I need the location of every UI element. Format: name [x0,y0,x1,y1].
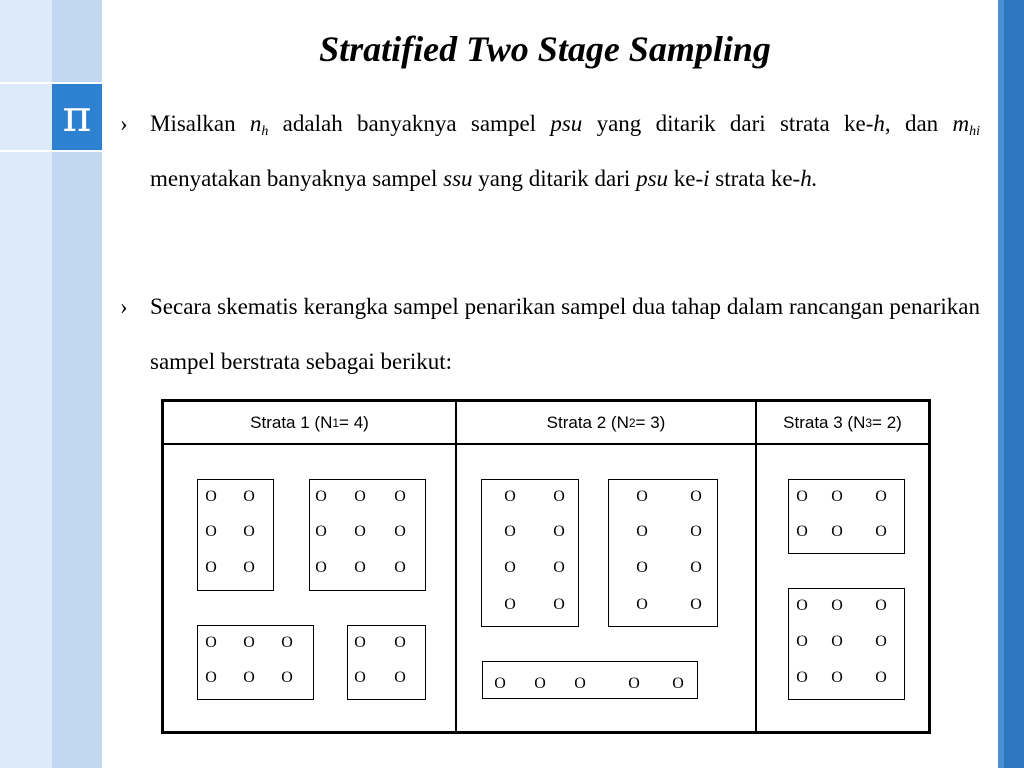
bullet-definition [120,96,980,206]
right-decor-bar [1004,0,1024,768]
header-label: Strata 3 (N [783,412,866,432]
ssu-element: O [831,488,843,505]
ssu-element: O [354,488,366,505]
bullet-marker: › [120,111,128,136]
header-divider [164,443,928,445]
decor-line-bottom [0,150,102,152]
ssu-element: O [831,523,843,540]
ssu-element: O [796,597,808,614]
ssu-element: O [796,523,808,540]
ssu-element: O [875,669,887,686]
ssu-element: O [243,488,255,505]
text-segment: h. [800,166,818,191]
ssu-element: O [636,488,648,505]
bullet-text [150,96,980,206]
text-segment: hi [969,124,980,139]
column-divider [455,402,457,731]
ssu-element: O [690,596,702,613]
header-label: Strata 1 (N [250,412,333,432]
header-label: Strata 2 (N [546,412,629,432]
ssu-element: O [315,559,327,576]
text-segment: Misalkan [150,111,250,136]
text-segment: i [703,166,710,191]
ssu-element: O [504,523,516,540]
ssu-element: O [205,523,217,540]
text-segment: , dan [884,111,953,136]
text-segment: n [249,111,262,136]
ssu-element: O [394,559,406,576]
ssu-element: O [281,669,293,686]
ssu-element: O [315,488,327,505]
bullet-scheme [120,279,980,389]
ssu-element: O [875,488,887,505]
ssu-element: O [394,523,406,540]
header-strata-3: Strata 3 (N 3 = 2) [783,412,902,432]
ssu-element: O [628,675,640,692]
ssu-element: O [875,523,887,540]
ssu-element: O [205,634,217,651]
ssu-element: O [690,559,702,576]
text-segment: yang ditarik dari strata ke- [582,111,874,136]
left-decor-bar-light [0,0,52,768]
text-segment: h [261,124,269,139]
ssu-element: O [831,597,843,614]
ssu-element: O [354,559,366,576]
text-segment: h [873,111,885,136]
text-segment: yang ditarik dari [472,166,637,191]
ssu-element: O [636,559,648,576]
ssu-element: O [534,675,546,692]
ssu-element: O [504,488,516,505]
ssu-element: O [796,488,808,505]
pi-icon: π [62,91,92,142]
ssu-element: O [672,675,684,692]
ssu-element: O [636,523,648,540]
ssu-element: O [504,559,516,576]
ssu-element: O [243,669,255,686]
ssu-element: O [243,634,255,651]
ssu-element: O [494,675,506,692]
column-divider [755,402,757,731]
ssu-element: O [354,669,366,686]
text-segment: adalah banyaknya sampel [268,111,551,136]
ssu-element: O [831,669,843,686]
header-suffix: = 2) [872,412,902,432]
ssu-element: O [831,633,843,650]
ssu-element: O [553,488,565,505]
ssu-element: O [553,559,565,576]
ssu-element: O [553,596,565,613]
ssu-element: O [875,597,887,614]
ssu-element: O [553,523,565,540]
ssu-element: O [315,523,327,540]
sampling-frame-table [161,399,931,734]
ssu-element: O [354,634,366,651]
header-suffix: = 3) [635,412,666,432]
header-strata-2: Strata 2 (N 2 = 3) [546,412,666,432]
text-segment: ke- [668,166,704,191]
ssu-element: O [354,523,366,540]
ssu-element: O [504,596,516,613]
header-suffix: = 4) [339,412,369,432]
slide-title: Stratified Two Stage Sampling [319,29,771,69]
ssu-element: O [394,488,406,505]
ssu-element: O [243,523,255,540]
text-segment: psu [636,166,669,191]
text-segment: m [952,111,970,136]
psu-box-strata-2-3 [482,661,698,699]
pi-logo [52,84,102,150]
ssu-element: O [690,488,702,505]
bullet-text [150,279,980,389]
ssu-element: O [205,669,217,686]
ssu-element: O [205,488,217,505]
bullet-marker: › [120,294,128,319]
text-segment: psu [550,111,583,136]
text-segment: strata ke- [709,166,801,191]
ssu-element: O [243,559,255,576]
header-strata-1: Strata 1 (N 1 = 4) [250,412,369,432]
ssu-element: O [205,559,217,576]
ssu-element: O [875,633,887,650]
text-segment: Secara skematis kerangka sampel penarikan sampel dua tahap dalam rancangan penarikan sampel berstrata sebagai berikut: [150,294,980,374]
ssu-element: O [394,634,406,651]
text-segment: ssu [443,166,473,191]
ssu-element: O [796,669,808,686]
ssu-element: O [574,675,586,692]
ssu-element: O [690,523,702,540]
ssu-element: O [394,669,406,686]
ssu-element: O [281,634,293,651]
ssu-element: O [796,633,808,650]
ssu-element: O [636,596,648,613]
text-segment: menyatakan banyaknya sampel [150,166,444,191]
